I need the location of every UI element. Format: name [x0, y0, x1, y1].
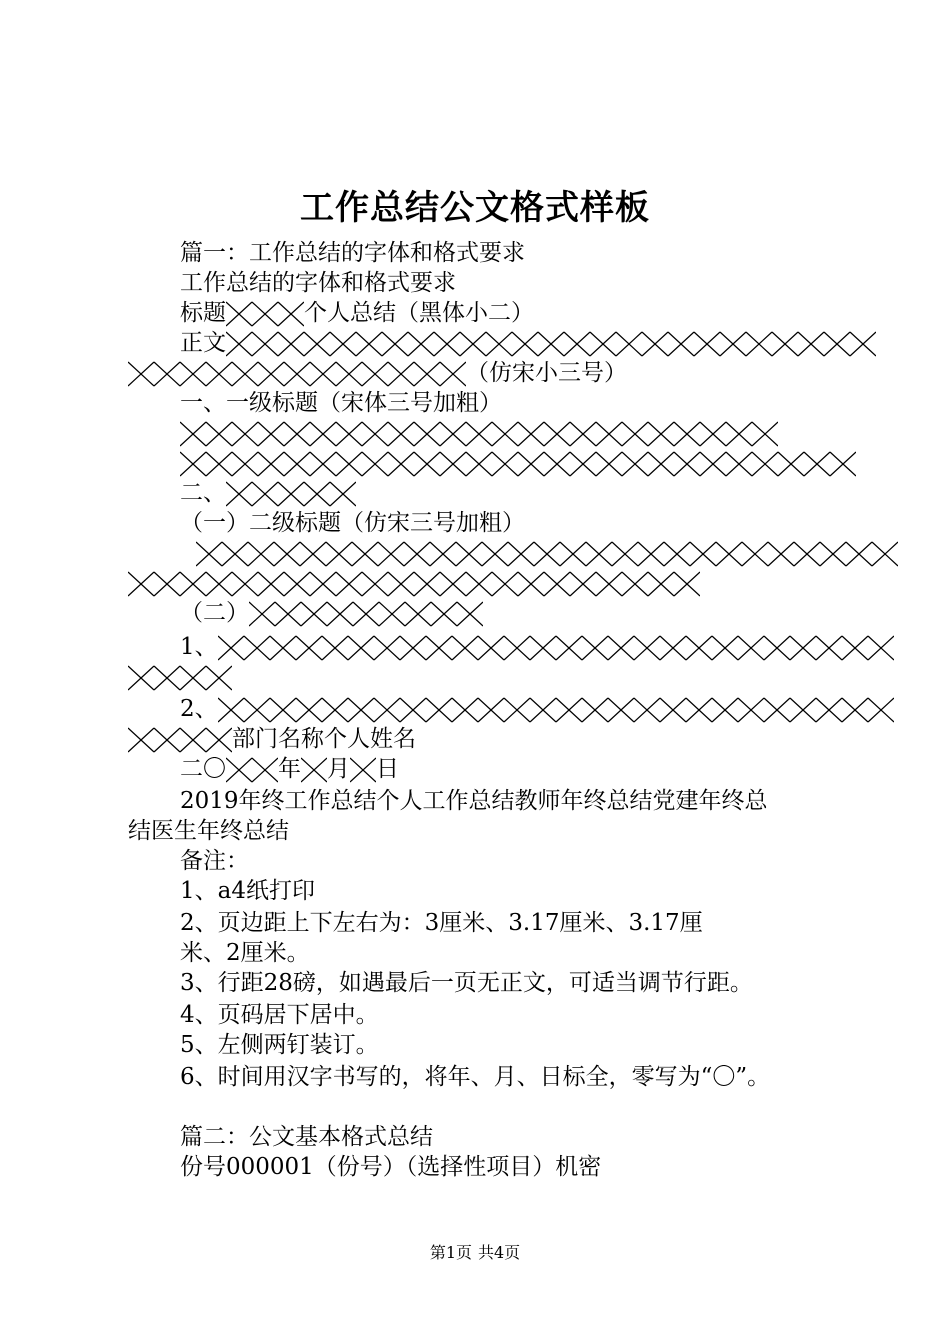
cross-marks-svg — [218, 635, 894, 661]
level1-body-line2 — [180, 448, 856, 478]
cross-marks-svg — [128, 361, 466, 387]
placeholder-crosses — [128, 727, 232, 753]
note-2-line1: 2、页边距上下左右为：3厘米、3.17厘米、3.17厘 — [180, 910, 703, 936]
note-3: 3、行距28磅，如遇最后一页无正文，可适当调节行距。 — [180, 970, 753, 996]
level1-body-line1 — [180, 418, 778, 448]
heading-suffix: 个人总结（黑体小二） — [304, 300, 534, 326]
item2-line1 — [180, 694, 894, 724]
cross-marks-svg — [196, 541, 898, 567]
placeholder-crosses — [350, 757, 376, 783]
date-line — [180, 754, 399, 784]
part2-line1: 份号000001（份号）（选择性项目）机密 — [180, 1154, 602, 1180]
page-footer — [0, 1242, 950, 1264]
cross-marks-svg — [128, 727, 232, 753]
cross-marks-svg — [226, 331, 876, 357]
body-format-line-cont — [128, 358, 627, 388]
notes-label: 备注： — [180, 848, 249, 874]
placeholder-crosses — [128, 361, 466, 387]
body-format-line — [180, 328, 876, 358]
cross-marks-svg — [226, 301, 304, 327]
cross-marks-svg — [128, 665, 232, 691]
cross-marks-svg — [249, 601, 483, 627]
date-prefix: 二〇 — [180, 756, 226, 782]
heading-label: 标题 — [180, 300, 226, 326]
part2-heading: 篇二：公文基本格式总结 — [180, 1124, 433, 1150]
placeholder-crosses — [128, 571, 700, 597]
level2-body-line2 — [128, 568, 700, 598]
part1-heading: 篇一：工作总结的字体和格式要求 — [180, 240, 525, 266]
page-total: 共4页 — [478, 1243, 521, 1262]
related-links-line1: 2019年终工作总结个人工作总结教师年终总结党建年终总 — [180, 788, 768, 814]
level2-second-heading — [180, 598, 483, 628]
heading-format-line — [180, 298, 534, 328]
level1-heading: 一、一级标题（宋体三号加粗） — [180, 390, 502, 416]
related-links-line2: 结医生年终总结 — [128, 818, 289, 844]
level1-second-heading — [180, 478, 356, 508]
item2-line2-signature — [128, 724, 416, 754]
placeholder-crosses — [249, 601, 483, 627]
body-label: 正文 — [180, 330, 226, 356]
placeholder-crosses — [301, 757, 327, 783]
cross-marks-svg — [218, 697, 894, 723]
item1-line1 — [180, 632, 894, 662]
item2-label: 2、 — [180, 696, 218, 722]
page-number: 第1页 — [429, 1243, 472, 1262]
placeholder-crosses — [226, 481, 356, 507]
placeholder-crosses — [128, 665, 232, 691]
part1-subtitle: 工作总结的字体和格式要求 — [180, 270, 456, 296]
placeholder-crosses — [196, 541, 898, 567]
placeholder-crosses — [218, 635, 894, 661]
date-day: 日 — [376, 756, 399, 782]
level2-heading: （一）二级标题（仿宋三号加粗） — [180, 510, 525, 536]
placeholder-crosses — [218, 697, 894, 723]
note-6: 6、时间用汉字书写的，将年、月、日标全，零写为“〇”。 — [180, 1064, 771, 1090]
placeholder-crosses — [180, 421, 778, 447]
note-5: 5、左侧两钉装订。 — [180, 1032, 379, 1058]
note-4: 4、页码居下居中。 — [180, 1002, 379, 1028]
placeholder-crosses — [226, 757, 278, 783]
cross-marks-svg — [180, 421, 778, 447]
placeholder-crosses — [226, 331, 876, 357]
level2-body-line1 — [196, 538, 898, 568]
item1-line2 — [128, 662, 232, 692]
note-1: 1、a4纸打印 — [180, 878, 315, 904]
date-year: 年 — [278, 756, 301, 782]
placeholder-crosses — [180, 451, 856, 477]
item1-label: 1、 — [180, 634, 218, 660]
level1-two-label: 二、 — [180, 480, 226, 506]
cross-marks-svg — [180, 451, 856, 477]
cross-marks-svg — [128, 571, 700, 597]
cross-marks-svg — [226, 757, 278, 783]
document-title: 工作总结公文格式样板 — [300, 188, 650, 228]
date-month: 月 — [327, 756, 350, 782]
body-suffix: （仿宋小三号） — [466, 360, 627, 386]
signature: 部门名称个人姓名 — [232, 726, 416, 752]
level2-two-label: （二） — [180, 600, 249, 626]
cross-marks-svg — [226, 481, 356, 507]
note-2-line2: 米、2厘米。 — [180, 940, 310, 966]
placeholder-crosses — [226, 301, 304, 327]
cross-marks-svg — [350, 757, 376, 783]
cross-marks-svg — [301, 757, 327, 783]
